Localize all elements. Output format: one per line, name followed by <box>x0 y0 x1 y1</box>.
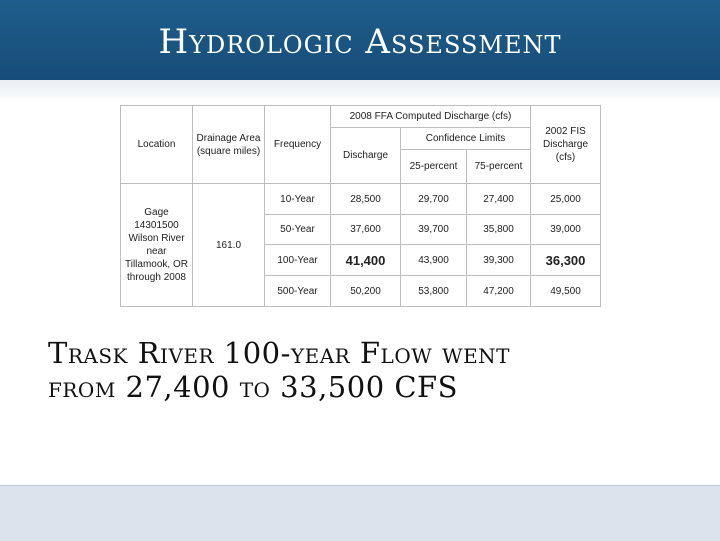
p25-cell: 53,800 <box>401 276 467 307</box>
p75-cell: 47,200 <box>467 276 531 307</box>
fis-cell: 39,000 <box>531 215 601 245</box>
frequency-cell: 500-Year <box>265 276 331 307</box>
slide-caption <box>48 336 688 404</box>
p25-cell: 43,900 <box>401 245 467 276</box>
fis-cell: 49,500 <box>531 276 601 307</box>
discharge-cell: 37,600 <box>331 215 401 245</box>
discharge-cell: 28,500 <box>331 184 401 215</box>
p75-cell: 39,300 <box>467 245 531 276</box>
header-discharge: Discharge <box>331 128 401 184</box>
location-cell: Gage 14301500 Wilson River near Tillamook, OR through 2008 <box>121 184 193 307</box>
frequency-cell: 10-Year <box>265 184 331 215</box>
p25-cell: 39,700 <box>401 215 467 245</box>
header-75-percent: 75-percent <box>467 150 531 184</box>
fis-cell: 36,300 <box>531 245 601 276</box>
discharge-cell: 50,200 <box>331 276 401 307</box>
header-fis-discharge: 2002 FIS Discharge (cfs) <box>531 106 601 184</box>
header-confidence-limits: Confidence Limits <box>401 128 531 150</box>
p25-cell: 29,700 <box>401 184 467 215</box>
discharge-cell: 41,400 <box>331 245 401 276</box>
discharge-table <box>120 105 601 307</box>
header-location: Location <box>121 106 193 184</box>
header-frequency: Frequency <box>265 106 331 184</box>
slide-title: Hydrologic Assessment <box>158 22 562 62</box>
header-drainage-area: Drainage Area (square miles) <box>193 106 265 184</box>
drainage-area-cell: 161.0 <box>193 184 265 307</box>
p75-cell: 27,400 <box>467 184 531 215</box>
frequency-cell: 100-Year <box>265 245 331 276</box>
header-25-percent: 25-percent <box>401 150 467 184</box>
p75-cell: 35,800 <box>467 215 531 245</box>
banner-stripe <box>0 80 720 98</box>
frequency-cell: 50-Year <box>265 215 331 245</box>
header-computed-discharge: 2008 FFA Computed Discharge (cfs) <box>331 106 531 128</box>
table-row <box>121 184 601 215</box>
footer-bar <box>0 485 720 541</box>
fis-cell: 25,000 <box>531 184 601 215</box>
caption-line-1: Trask River 100-year Flow went <box>48 336 511 370</box>
caption-line-2: from 27,400 to 33,500 CFS <box>48 370 459 404</box>
